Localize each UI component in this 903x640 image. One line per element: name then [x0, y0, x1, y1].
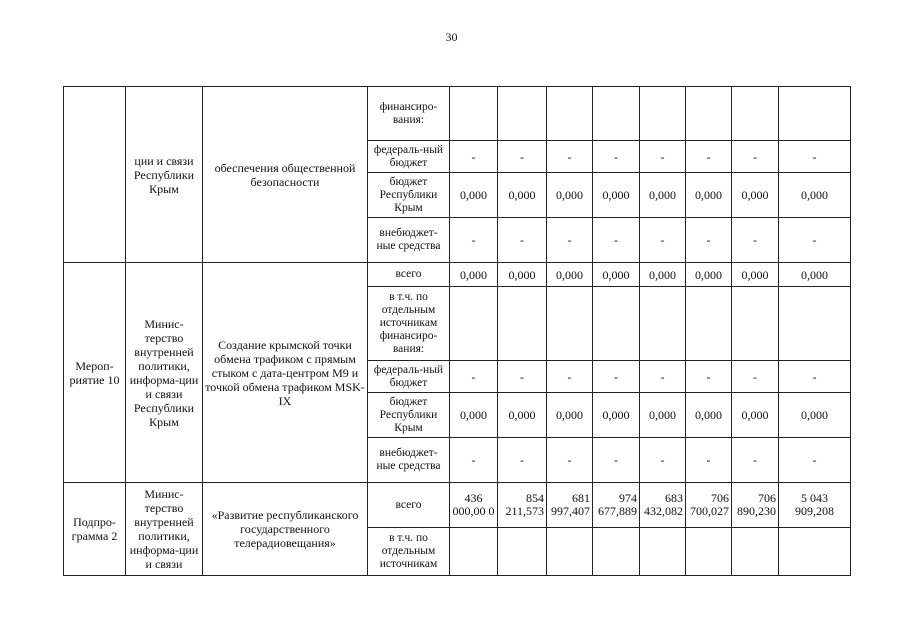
value-cell: -	[450, 438, 498, 483]
value-cell: 0,000	[498, 393, 547, 438]
value-cell: 0,000	[779, 263, 851, 287]
table-row	[64, 87, 851, 141]
value-cell: -	[593, 361, 640, 393]
value-cell: -	[779, 361, 851, 393]
value-cell	[498, 87, 547, 141]
value-cell: 0,000	[732, 173, 779, 218]
source-cell: федераль-ный бюджет	[368, 141, 450, 173]
value-cell: 0,000	[640, 173, 686, 218]
value-cell: -	[547, 438, 593, 483]
value-cell: 0,000	[450, 393, 498, 438]
value-cell: 0,000	[593, 393, 640, 438]
value-cell	[450, 528, 498, 576]
responsible-cell: Минис-терство внутренней политики, информа-ции и связи Республики Крым	[126, 263, 203, 483]
budget-table	[63, 86, 851, 576]
value-cell	[640, 87, 686, 141]
value-cell	[498, 528, 547, 576]
responsible-cell: Минис-терство внутренней политики, информа-ции и связи	[126, 483, 203, 576]
value-cell	[686, 528, 732, 576]
value-cell: 0,000	[547, 173, 593, 218]
value-cell: 0,000	[593, 263, 640, 287]
value-cell: -	[593, 141, 640, 173]
budget-table-body	[64, 87, 851, 576]
source-cell: в т.ч. по отдельным источникам финансиро-вания:	[368, 287, 450, 361]
source-cell: внебюджет-ные средства	[368, 218, 450, 263]
value-cell	[547, 287, 593, 361]
value-cell: 0,000	[686, 263, 732, 287]
value-cell: 0,000	[450, 173, 498, 218]
value-cell: -	[686, 141, 732, 173]
value-cell: -	[686, 361, 732, 393]
source-cell: всего	[368, 263, 450, 287]
value-cell: -	[547, 218, 593, 263]
value-cell: -	[640, 361, 686, 393]
source-cell: всего	[368, 483, 450, 528]
value-cell	[593, 87, 640, 141]
value-cell: 5 043 909,208	[779, 483, 851, 528]
value-cell: -	[732, 438, 779, 483]
value-cell: -	[686, 438, 732, 483]
value-cell: -	[640, 218, 686, 263]
value-cell: 683 432,082	[640, 483, 686, 528]
value-cell: 681 997,407	[547, 483, 593, 528]
value-cell: 0,000	[640, 263, 686, 287]
responsible-cell: ции и связи Республики Крым	[126, 87, 203, 263]
value-cell	[732, 87, 779, 141]
value-cell	[547, 87, 593, 141]
label-cell	[64, 87, 126, 263]
value-cell	[779, 287, 851, 361]
page-number: 30	[445, 30, 458, 44]
table-row	[64, 263, 851, 287]
value-cell: -	[498, 361, 547, 393]
subprogram-name-cell: «Развитие республиканского государственного телерадиовещания»	[203, 483, 368, 576]
value-cell: 0,000	[498, 263, 547, 287]
value-cell	[732, 528, 779, 576]
value-cell	[686, 287, 732, 361]
source-cell: бюджет Республики Крым	[368, 173, 450, 218]
measure-label-cell: Мероп-риятие 10	[64, 263, 126, 483]
source-cell: в т.ч. по отдельным источникам	[368, 528, 450, 576]
value-cell: -	[732, 361, 779, 393]
value-cell: -	[450, 141, 498, 173]
value-cell	[547, 528, 593, 576]
subprogram-label-cell: Подпро-грамма 2	[64, 483, 126, 576]
value-cell: 854 211,573	[498, 483, 547, 528]
value-cell: -	[779, 141, 851, 173]
value-cell: 974 677,889	[593, 483, 640, 528]
value-cell	[686, 87, 732, 141]
source-cell: бюджет Республики Крым	[368, 393, 450, 438]
value-cell: 0,000	[640, 393, 686, 438]
value-cell: 436 000,00 0	[450, 483, 498, 528]
value-cell	[593, 528, 640, 576]
value-cell: -	[732, 218, 779, 263]
value-cell: 706 700,027	[686, 483, 732, 528]
source-cell: внебюджет-ные средства	[368, 438, 450, 483]
value-cell: -	[640, 438, 686, 483]
value-cell	[732, 287, 779, 361]
value-cell: -	[450, 361, 498, 393]
value-cell: -	[779, 438, 851, 483]
value-cell: -	[593, 438, 640, 483]
value-cell: -	[498, 218, 547, 263]
value-cell	[640, 287, 686, 361]
value-cell: -	[686, 218, 732, 263]
value-cell: 0,000	[779, 173, 851, 218]
value-cell: -	[547, 361, 593, 393]
table-row	[64, 483, 851, 528]
value-cell: -	[779, 218, 851, 263]
value-cell	[779, 528, 851, 576]
value-cell: -	[498, 141, 547, 173]
value-cell: 0,000	[732, 263, 779, 287]
value-cell: 0,000	[450, 263, 498, 287]
source-cell: финансиро-вания:	[368, 87, 450, 141]
value-cell: 0,000	[593, 173, 640, 218]
source-cell: федераль-ный бюджет	[368, 361, 450, 393]
value-cell: -	[450, 218, 498, 263]
value-cell	[593, 287, 640, 361]
value-cell	[450, 287, 498, 361]
value-cell	[498, 287, 547, 361]
measure-name-cell: Создание крымской точки обмена трафиком с прямым стыком с дата-центром M9 и точкой обмена трафиком MSK-IX	[203, 263, 368, 483]
value-cell: 706 890,230	[732, 483, 779, 528]
value-cell: -	[547, 141, 593, 173]
value-cell: 0,000	[686, 173, 732, 218]
value-cell: -	[732, 141, 779, 173]
value-cell	[450, 87, 498, 141]
value-cell: -	[593, 218, 640, 263]
value-cell: 0,000	[498, 173, 547, 218]
value-cell: 0,000	[732, 393, 779, 438]
value-cell	[779, 87, 851, 141]
value-cell: 0,000	[686, 393, 732, 438]
measure-name-cell: обеспечения общественной безопасности	[203, 87, 368, 263]
value-cell: 0,000	[547, 393, 593, 438]
value-cell	[640, 528, 686, 576]
value-cell: 0,000	[547, 263, 593, 287]
value-cell: -	[498, 438, 547, 483]
value-cell: 0,000	[779, 393, 851, 438]
value-cell: -	[640, 141, 686, 173]
